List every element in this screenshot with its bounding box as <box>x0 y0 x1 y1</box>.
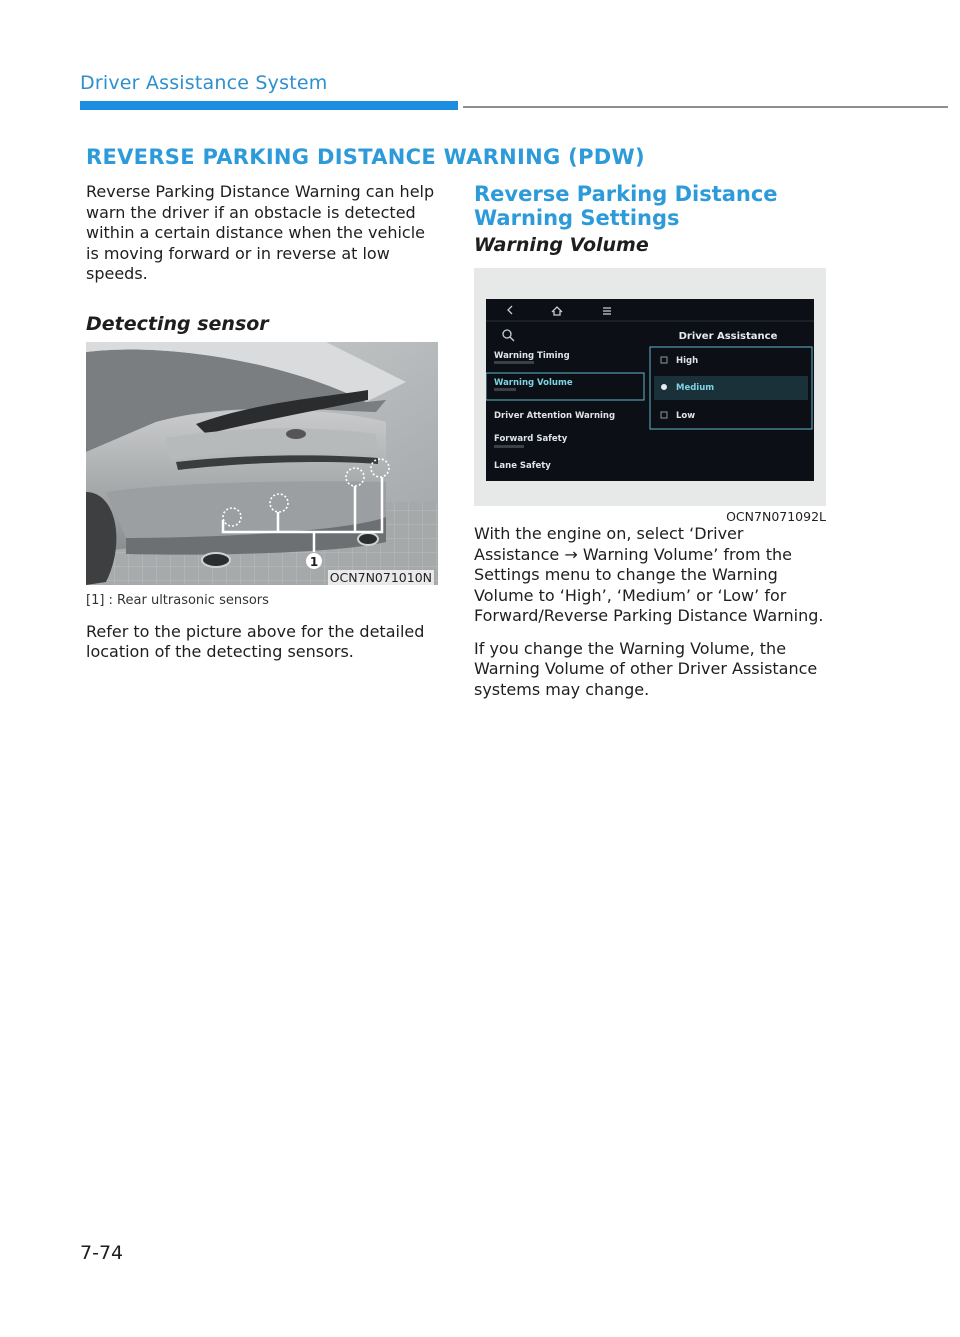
menu-item-lane-safety[interactable]: Lane Safety <box>494 461 551 471</box>
menu-item-warning-timing[interactable]: Warning Timing <box>494 351 570 361</box>
callout-number: 1 <box>309 554 319 569</box>
header-rule-blue <box>80 101 458 110</box>
settings-paragraph-1: With the engine on, select ‘Driver Assistance → Warning Volume’ from the Settings menu to change the Warning Volume to ‘High’, ‘Medium’ or ‘Low’ for Forward/Reverse Parking Distance Warning. <box>474 524 824 625</box>
figure-code-car: OCN7N071010N <box>329 569 432 585</box>
car-illustration <box>86 342 438 585</box>
settings-screen-figure <box>474 268 826 506</box>
section-title: REVERSE PARKING DISTANCE WARNING (PDW) <box>86 145 645 169</box>
settings-heading: Reverse Parking Distance Warning Settings <box>474 182 778 230</box>
menu-item-forward-safety[interactable]: Forward Safety <box>494 434 568 444</box>
header-rule-gray <box>463 106 948 108</box>
page-number: 7-74 <box>80 1242 124 1264</box>
option-high[interactable]: High <box>676 356 699 366</box>
intro-paragraph: Reverse Parking Distance Warning can help warn the driver if an obstacle is detected within a certain distance when the vehicle is moving forward or in reverse at low speeds. <box>86 182 435 283</box>
screen-title: Driver Assistance <box>678 331 778 342</box>
option-low[interactable]: Low <box>676 411 696 421</box>
detail-paragraph: Refer to the picture above for the detailed location of the detecting sensors. <box>86 621 425 661</box>
menu-item-warning-volume[interactable]: Warning Volume <box>494 378 573 388</box>
menu-item-driver-attention[interactable]: Driver Attention Warning <box>494 411 616 421</box>
figure-caption: [1] : Rear ultrasonic sensors <box>86 592 269 608</box>
figure-code-screen: OCN7N071092L <box>726 509 826 524</box>
option-medium[interactable]: Medium <box>676 383 715 393</box>
detecting-sensor-heading: Detecting sensor <box>86 312 269 335</box>
infotainment-screen <box>486 299 814 481</box>
settings-paragraph-2: If you change the Warning Volume, the Warning Volume of other Driver Assistance systems may change. <box>474 638 818 699</box>
header-title: Driver Assistance System <box>80 72 328 94</box>
left-column <box>86 182 441 663</box>
rear-sensor-figure <box>86 342 438 585</box>
right-column <box>474 182 830 700</box>
screen-illustration <box>486 299 814 481</box>
warning-volume-heading: Warning Volume <box>474 234 649 256</box>
option-radio-medium[interactable] <box>661 384 667 390</box>
